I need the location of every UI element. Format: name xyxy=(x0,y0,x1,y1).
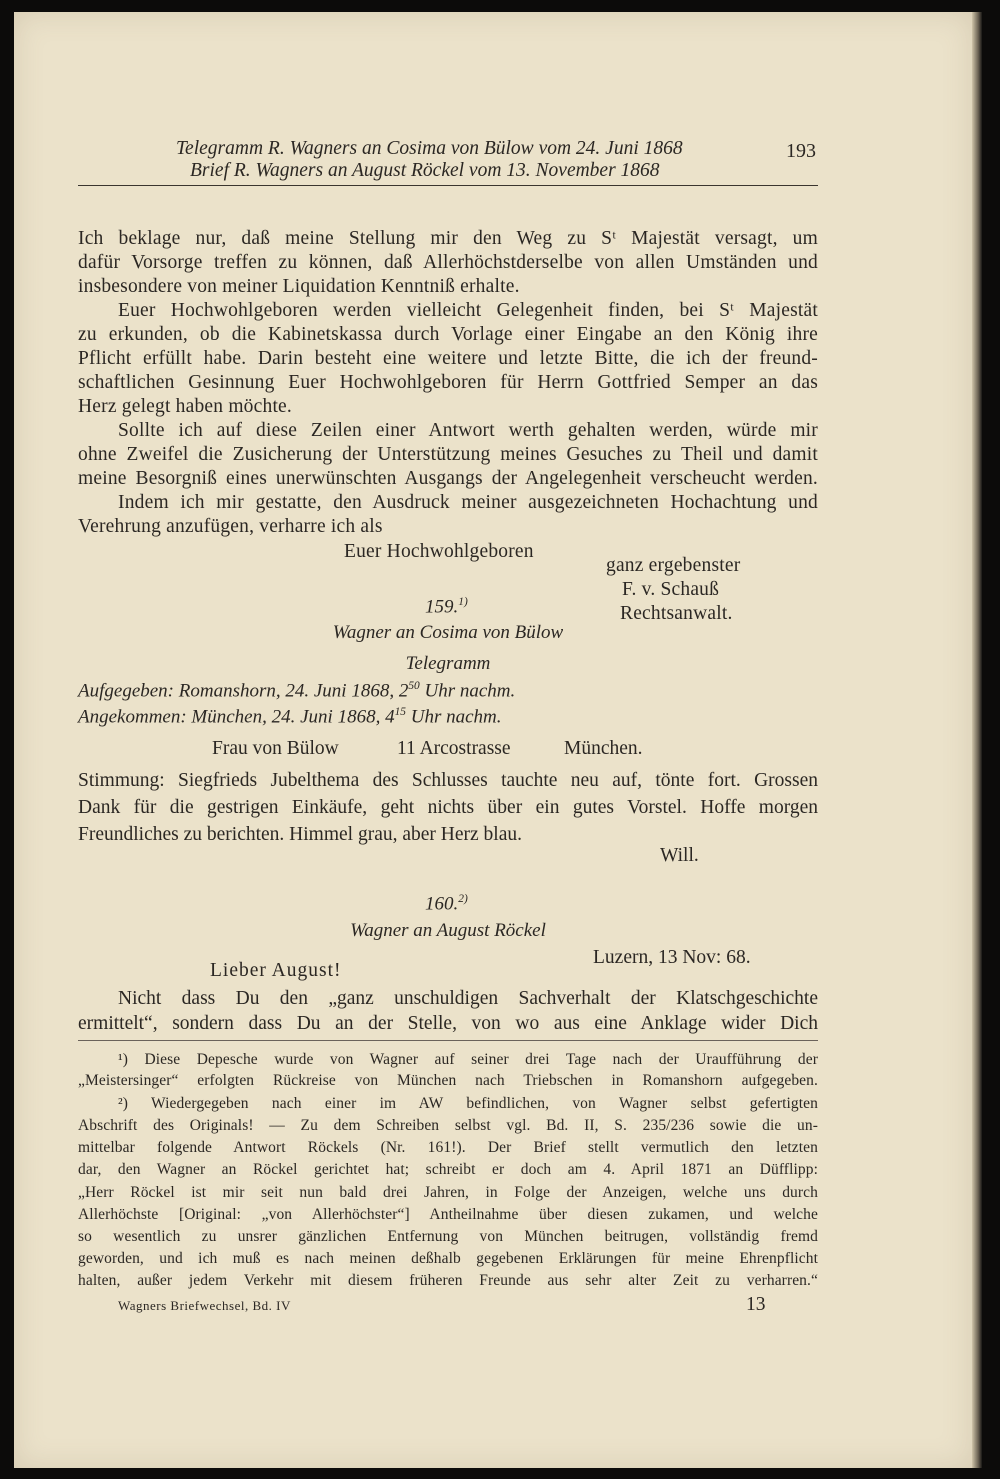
footnote-2-line-7: so wesentlich zu unsrer gänzlichen Entfernung von München beitrugen, vollständig fremd xyxy=(78,1228,818,1245)
letter-line-3: insbesondere von meiner Liquidation Kenntniß erhalte. xyxy=(78,276,520,297)
footnote-2-line-6: Allerhöchste [Original: „von Allerhöchster“] Antheilnahme über diesen zukamen, und welche xyxy=(78,1206,818,1223)
entry-159-address-name: Frau von Bülow xyxy=(212,738,339,759)
footnote-1-line-2: „Meistersinger“ erfolgten Rückreise von München nach Triebschen in Romanshorn aufgegeben. xyxy=(78,1072,818,1089)
entry-159-received: Angekommen: München, 24. Juni 1868, $4^{15}$ Uhr nachm. xyxy=(78,706,502,728)
footnote-2-line-9: halten, außer jedem Verkehr mit diesem früheren Freunde aus sehr alter Zeit zu verharren.“ xyxy=(78,1272,818,1289)
entry-160-text-line-2: ermittelt“, sondern dass Du an der Stelle, von wo aus eine Anklage wider Dich xyxy=(78,1013,818,1034)
entry-159-kind: Telegramm xyxy=(405,653,491,674)
running-header-line-2: Brief R. Wagners an August Röckel vom 13. November 1868 xyxy=(190,160,660,181)
entry-159-number: 159.$^{1)}$ xyxy=(425,596,468,618)
running-header-line-1: Telegramm R. Wagners an Cosima von Bülow vom 24. Juni 1868 xyxy=(176,138,683,159)
entry-159-address-city: München. xyxy=(564,738,643,759)
sheet-number: 13 xyxy=(746,1294,766,1315)
entry-159-text-line-3: Freundliches zu berichten. Himmel grau, aber Herz blau. xyxy=(78,824,522,845)
entry-160-number: 160.$^{2)}$ xyxy=(425,893,468,915)
entry-160-place-date: Luzern, 13 Nov: 68. xyxy=(593,947,751,968)
letter-line-8: Herz gelegt haben möchte. xyxy=(78,396,292,417)
letter-line-1: Ich beklage nur, daß meine Stellung mir den Weg zu Sᵗ Majestät versagt, um xyxy=(78,228,818,249)
letter-line-7: schaftlichen Gesinnung Euer Hochwohlgeboren für Herrn Gottfried Semper an das xyxy=(78,372,818,393)
signature-line-3: Rechtsanwalt. xyxy=(620,603,733,624)
entry-160-salutation: Lieber August! xyxy=(210,960,342,981)
footnote-2-line-1: ²) Wiedergegeben nach einer im AW befindlichen, von Wagner selbst gefertigten xyxy=(118,1095,818,1112)
closing-salutation: Euer Hochwohlgeboren xyxy=(344,541,534,562)
header-rule xyxy=(78,185,818,186)
entry-160-footnote-mark: 2) xyxy=(458,893,468,905)
letter-line-11: meine Besorgniß eines unerwünschten Ausgangs der Angelegenheit verscheucht werden. xyxy=(78,468,818,489)
letter-line-9: Sollte ich auf diese Zeilen einer Antwort werth gehalten werden, würde mir xyxy=(118,420,818,441)
entry-160-text-line-1: Nicht dass Du den „ganz unschuldigen Sachverhalt der Klatschgeschichte xyxy=(118,988,818,1009)
entry-159-sent: Aufgegeben: Romanshorn, 24. Juni 1868, $2^{50}$ Uhr nachm. xyxy=(78,680,516,702)
entry-159-address-street: 11 Arcostrasse xyxy=(397,738,511,759)
signature-line-1: ganz ergebenster xyxy=(606,555,741,576)
footnote-2-line-4: dar, den Wagner an Röckel gerichtet hat; schreibt er doch am 4. April 1871 an Düfflipp: xyxy=(78,1161,818,1178)
letter-line-6: Pflicht erfüllt habe. Darin besteht eine weitere und letzte Bitte, die ich der freund- xyxy=(78,348,818,369)
footnote-2-line-5: „Herr Röckel ist mir seit nun bald drei Jahren, in Folge der Anzeigen, welche uns durch xyxy=(78,1184,818,1201)
footnote-2-line-8: geworden, und ich muß es nach meinen deßhalb gegebenen Erklärungen für meine Ehrenpflicht xyxy=(78,1250,818,1267)
entry-159-signature: Will. xyxy=(660,845,699,866)
footnote-rule xyxy=(78,1040,818,1041)
entry-159-title: Wagner an Cosima von Bülow xyxy=(332,622,564,643)
letter-line-10: ohne Zweifel die Zusicherung der Unterstützung meines Gesuches zu Theil und damit xyxy=(78,444,818,465)
entry-159-footnote-mark: 1) xyxy=(458,596,468,608)
letter-line-12: Indem ich mir gestatte, den Ausdruck meiner ausgezeichneten Hochachtung und xyxy=(118,492,818,513)
entry-159-text-line-2: Dank für die gestrigen Einkäufe, geht nichts über ein gutes Vorstel. Hoffe morgen xyxy=(78,797,818,818)
entry-160-title: Wagner an August Röckel xyxy=(350,920,546,941)
letter-line-4: Euer Hochwohlgeboren werden vielleicht Gelegenheit finden, bei Sᵗ Majestät xyxy=(118,300,818,321)
entry-159-text-line-1: Stimmung: Siegfrieds Jubelthema des Schlusses tauchte neu auf, tönte fort. Grossen xyxy=(78,770,818,791)
signature-mark: Wagners Briefwechsel, Bd. IV xyxy=(118,1298,291,1313)
footnote-1-line-1: ¹) Diese Depesche wurde von Wagner auf seiner drei Tage nach der Uraufführung der xyxy=(118,1051,818,1068)
book-spine-edge xyxy=(972,12,982,1468)
letter-line-5: zu erkunden, ob die Kabinetskassa durch Vorlage einer Eingabe an den König ihre xyxy=(78,324,818,345)
footnote-2-line-3: mittelbar folgende Antwort Röckels (Nr. 161!). Der Brief stellt vermutlich den letzten xyxy=(78,1139,818,1156)
letter-line-2: dafür Vorsorge treffen zu können, daß Allerhöchstderselbe von allen Umständen und xyxy=(78,252,818,273)
signature-line-2: F. v. Schauß xyxy=(622,579,720,600)
letter-line-13: Verehrung anzufügen, verharre ich als xyxy=(78,516,383,537)
footnote-2-line-2: Abschrift des Originals! — Zu dem Schreiben selbst vgl. Bd. II, S. 235/236 sowie die un- xyxy=(78,1117,818,1134)
page-number: 193 xyxy=(786,140,816,162)
